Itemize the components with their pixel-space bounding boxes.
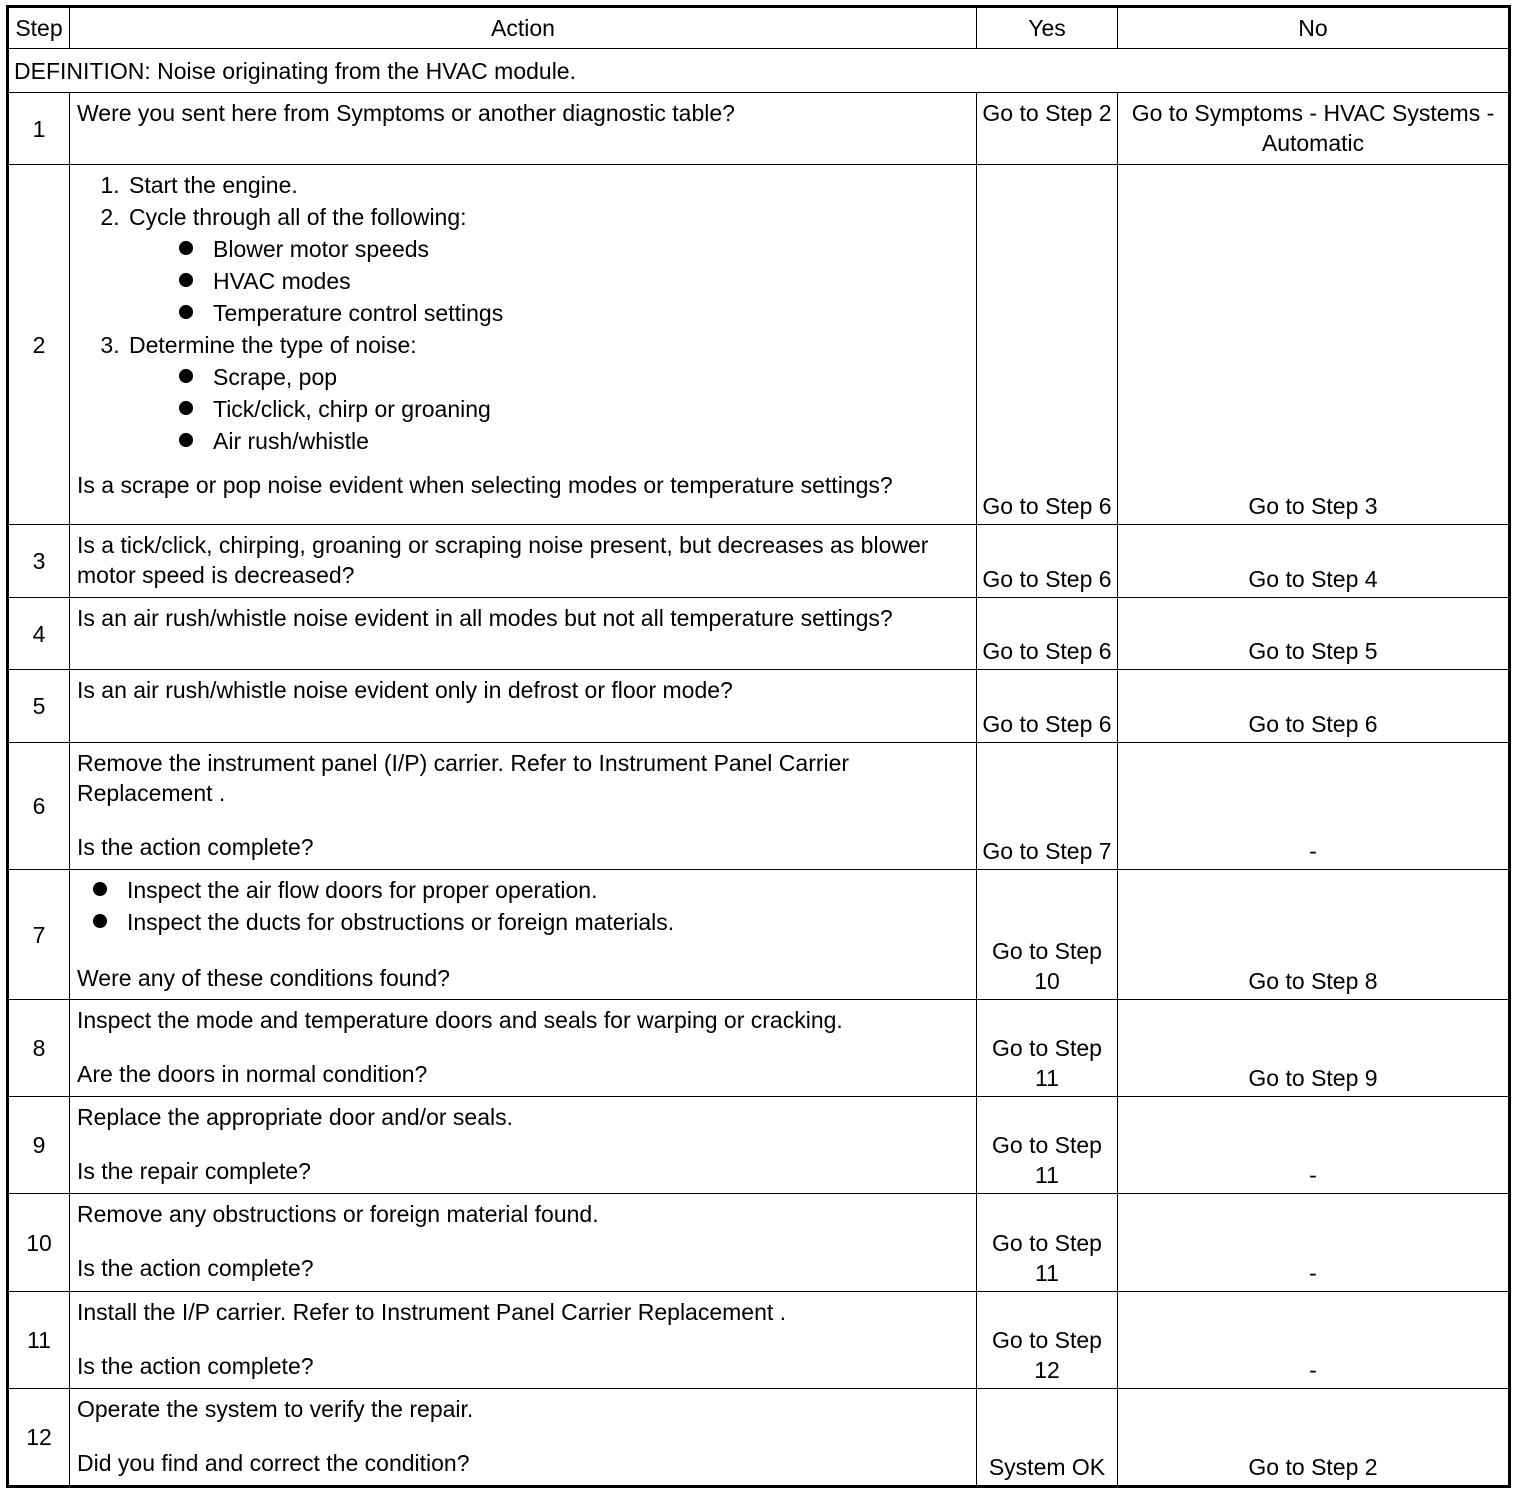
table-row <box>8 743 1510 870</box>
action-cell <box>70 743 977 870</box>
action-text: Is an air rush/whistle noise evident only in defrost or floor mode? <box>70 670 977 743</box>
table-row <box>8 870 1510 1000</box>
question-text: Did you find and correct the condition? <box>77 1450 470 1476</box>
step-number: 4 <box>8 598 70 670</box>
no-result: Go to Step 4 <box>1118 525 1510 598</box>
question-text: Is a scrape or pop noise evident when selecting modes or temperature settings? <box>77 472 893 498</box>
bullet-item: Inspect the air flow doors for proper operation. <box>93 875 968 905</box>
yes-result: Go to Step 11 <box>977 1097 1118 1194</box>
table-row <box>8 1194 1510 1292</box>
bullet-item: Tick/click, chirp or groaning <box>179 394 968 424</box>
step-number: 6 <box>8 743 70 870</box>
question-text: Are the doors in normal condition? <box>77 1061 428 1087</box>
yes-result: Go to Step 6 <box>977 598 1118 670</box>
header-step: Step <box>8 7 70 49</box>
no-result: Go to Step 8 <box>1118 870 1510 1000</box>
definition-row <box>8 49 1510 93</box>
step-number: 8 <box>8 1000 70 1097</box>
action-text: Inspect the mode and temperature doors and seals for warping or cracking. <box>77 1007 843 1033</box>
table-row <box>8 1389 1510 1487</box>
yes-result: Go to Step 6 <box>977 525 1118 598</box>
yes-result: Go to Step 11 <box>977 1000 1118 1097</box>
procedure-item: 3. Determine the type of noise: Scrape, pop Tick/click, chirp or groaning Air rush/whistle <box>126 330 968 456</box>
action-cell <box>70 165 977 525</box>
action-text: Operate the system to verify the repair. <box>77 1396 474 1422</box>
yes-result: Go to Step 12 <box>977 1292 1118 1389</box>
step-number: 1 <box>8 93 70 165</box>
no-result: Go to Step 5 <box>1118 598 1510 670</box>
yes-result: Go to Step 6 <box>977 165 1118 525</box>
bullet-item: Scrape, pop <box>179 362 968 392</box>
bullet-item: Air rush/whistle <box>179 426 968 456</box>
step-number: 5 <box>8 670 70 743</box>
step-number: 11 <box>8 1292 70 1389</box>
action-text: Replace the appropriate door and/or seals. <box>77 1104 514 1130</box>
table-row <box>8 670 1510 743</box>
action-text: Remove any obstructions or foreign material found. <box>77 1201 599 1227</box>
action-text: Install the I/P carrier. Refer to Instrument Panel Carrier Replacement . <box>77 1299 787 1325</box>
action-cell <box>70 1097 977 1194</box>
no-result: - <box>1118 1097 1510 1194</box>
header-yes: Yes <box>977 7 1118 49</box>
step-number: 7 <box>8 870 70 1000</box>
table-row <box>8 1292 1510 1389</box>
question-text: Were any of these conditions found? <box>77 965 450 991</box>
no-result: Go to Step 2 <box>1118 1389 1510 1487</box>
action-cell <box>70 1389 977 1487</box>
no-result: - <box>1118 1194 1510 1292</box>
procedure-item: 2. Cycle through all of the following: Blower motor speeds HVAC modes Temperature control settings <box>126 202 968 328</box>
action-cell <box>70 1194 977 1292</box>
question-text: Is the action complete? <box>77 1255 314 1281</box>
no-result: Go to Symptoms - HVAC Systems - Automatic <box>1118 93 1510 165</box>
yes-result: Go to Step 11 <box>977 1194 1118 1292</box>
question-text: Is the repair complete? <box>77 1158 311 1184</box>
table-row <box>8 598 1510 670</box>
procedure-item: 1. Start the engine. <box>126 170 968 200</box>
action-cell <box>70 1000 977 1097</box>
yes-result: Go to Step 6 <box>977 670 1118 743</box>
bullet-item: Blower motor speeds <box>179 234 968 264</box>
yes-result: System OK <box>977 1389 1118 1487</box>
bullet-list <box>77 875 968 937</box>
question-text: Is the action complete? <box>77 834 314 860</box>
procedure-list <box>77 170 968 456</box>
action-cell <box>70 870 977 1000</box>
header-no: No <box>1118 7 1510 49</box>
action-text: Is an air rush/whistle noise evident in all modes but not all temperature settings? <box>70 598 977 670</box>
bullet-item: HVAC modes <box>179 266 968 296</box>
action-text: Is a tick/click, chirping, groaning or scraping noise present, but decreases as blower motor speed is decreased? <box>70 525 977 598</box>
table-row <box>8 525 1510 598</box>
action-text: Remove the instrument panel (I/P) carrier. Refer to Instrument Panel Carrier Replacement . <box>77 750 850 806</box>
yes-result: Go to Step 7 <box>977 743 1118 870</box>
no-result: Go to Step 6 <box>1118 670 1510 743</box>
action-text: Were you sent here from Symptoms or another diagnostic table? <box>70 93 977 165</box>
step-number: 9 <box>8 1097 70 1194</box>
step-number: 3 <box>8 525 70 598</box>
diagnostic-table <box>6 5 1511 1488</box>
no-result: Go to Step 3 <box>1118 165 1510 525</box>
header-row <box>8 7 1510 49</box>
header-action: Action <box>70 7 977 49</box>
definition-text: DEFINITION: Noise originating from the HVAC module. <box>8 49 1510 93</box>
table-row <box>8 93 1510 165</box>
table-row <box>8 1000 1510 1097</box>
bullet-item: Temperature control settings <box>179 298 968 328</box>
no-result: - <box>1118 1292 1510 1389</box>
table-row <box>8 1097 1510 1194</box>
bullet-list <box>129 362 968 456</box>
no-result: - <box>1118 743 1510 870</box>
step-number: 10 <box>8 1194 70 1292</box>
question-text: Is the action complete? <box>77 1353 314 1379</box>
bullet-item: Inspect the ducts for obstructions or foreign materials. <box>93 907 968 937</box>
no-result: Go to Step 9 <box>1118 1000 1510 1097</box>
step-number: 12 <box>8 1389 70 1487</box>
table-row <box>8 165 1510 525</box>
bullet-list <box>129 234 968 328</box>
yes-result: Go to Step 10 <box>977 870 1118 1000</box>
step-number: 2 <box>8 165 70 525</box>
yes-result: Go to Step 2 <box>977 93 1118 165</box>
action-cell <box>70 1292 977 1389</box>
